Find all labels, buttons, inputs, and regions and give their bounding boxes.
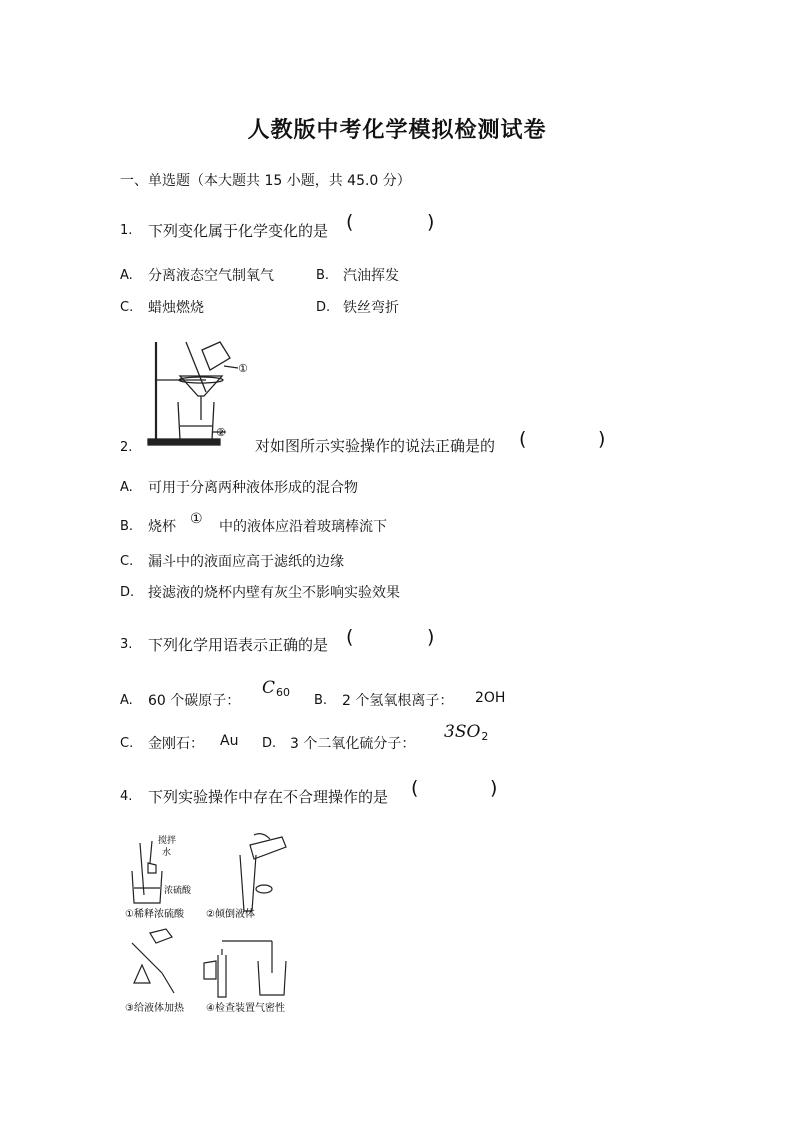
q1-open-paren: ( — [346, 211, 354, 233]
q3-option-text: 3 个二氧化硫分子： — [290, 736, 416, 752]
figure-caption: ④检查装置气密性 — [206, 1003, 285, 1014]
q3-option-letter: D. — [262, 736, 277, 751]
q1-option-letter: A. — [120, 268, 133, 283]
fig1-label: 搅拌 — [158, 836, 177, 846]
figure-label-2: ② — [216, 426, 226, 439]
q1-stem: 下列变化属于化学变化的是 — [148, 222, 329, 240]
q2-option-letter: B. — [120, 519, 134, 534]
q3-option-text: 60 个碳原子： — [148, 693, 241, 709]
q3-formula: $C_{60}$ — [262, 678, 291, 699]
q2-close-paren: ) — [598, 428, 606, 450]
q1-number: 1. — [120, 223, 133, 238]
figure-label-1: ① — [238, 362, 248, 375]
q3-number: 3. — [120, 637, 133, 652]
q3-open-paren: ( — [346, 626, 354, 648]
q2-option-text: 中的液体应沿着玻璃棒流下 — [219, 519, 387, 535]
q3-option-text: 2 个氢氧根离子： — [342, 693, 454, 709]
q1-option-letter: C. — [120, 300, 134, 315]
q4-close-paren: ) — [490, 777, 498, 799]
q2-option-letter: A. — [120, 480, 133, 495]
q2-option-text: 烧杯 — [148, 519, 176, 535]
q1-option-text: 汽油挥发 — [343, 268, 399, 284]
q3-option-letter: C. — [120, 736, 134, 751]
q3-formula: $3SO_2$ — [444, 722, 489, 743]
q3-formula: 2OH — [475, 690, 506, 706]
q3-close-paren: ) — [427, 626, 435, 648]
q1-option-text: 蜡烛燃烧 — [148, 300, 204, 316]
lab-operations-figure — [122, 833, 292, 1018]
q2-option-letter: D. — [120, 585, 135, 600]
q3-formula: Au — [220, 733, 239, 749]
q1-option-letter: B. — [316, 268, 330, 283]
q3-stem: 下列化学用语表示正确的是 — [148, 636, 329, 654]
filtration-apparatus-figure — [146, 336, 258, 448]
fig1-label: 水 — [162, 848, 172, 858]
q4-number: 4. — [120, 789, 133, 804]
figure-caption: ③给液体加热 — [125, 1003, 184, 1014]
figure-caption: ②倾倒液体 — [206, 909, 255, 920]
q1-option-letter: D. — [316, 300, 331, 315]
q2-circled-mark: ① — [190, 511, 203, 527]
q2-stem: 对如图所示实验操作的说法正确是的 — [255, 437, 496, 455]
section-heading: 一、单选题（本大题共 15 小题，共 45.0 分） — [120, 173, 411, 189]
figure-caption: ①稀释浓硫酸 — [125, 909, 184, 920]
q2-option-text: 漏斗中的液面应高于滤纸的边缘 — [148, 554, 344, 570]
q2-option-letter: C. — [120, 554, 134, 569]
q3-option-letter: A. — [120, 693, 133, 708]
q4-stem: 下列实验操作中存在不合理操作的是 — [148, 788, 389, 806]
q1-option-text: 铁丝弯折 — [343, 300, 399, 316]
q2-open-paren: ( — [519, 428, 527, 450]
q2-option-text: 可用于分离两种液体形成的混合物 — [148, 480, 358, 496]
q3-option-letter: B. — [314, 693, 328, 708]
q2-number: 2. — [120, 440, 133, 455]
q4-open-paren: ( — [411, 777, 419, 799]
q1-close-paren: ) — [427, 211, 435, 233]
q3-option-text: 金刚石： — [148, 736, 204, 752]
fig1-label: 浓硫酸 — [164, 886, 192, 896]
page-title: 人教版中考化学模拟检测试卷 — [247, 117, 547, 143]
q2-option-text: 接滤液的烧杯内壁有灰尘不影响实验效果 — [148, 585, 400, 601]
q1-option-text: 分离液态空气制氧气 — [148, 268, 274, 284]
